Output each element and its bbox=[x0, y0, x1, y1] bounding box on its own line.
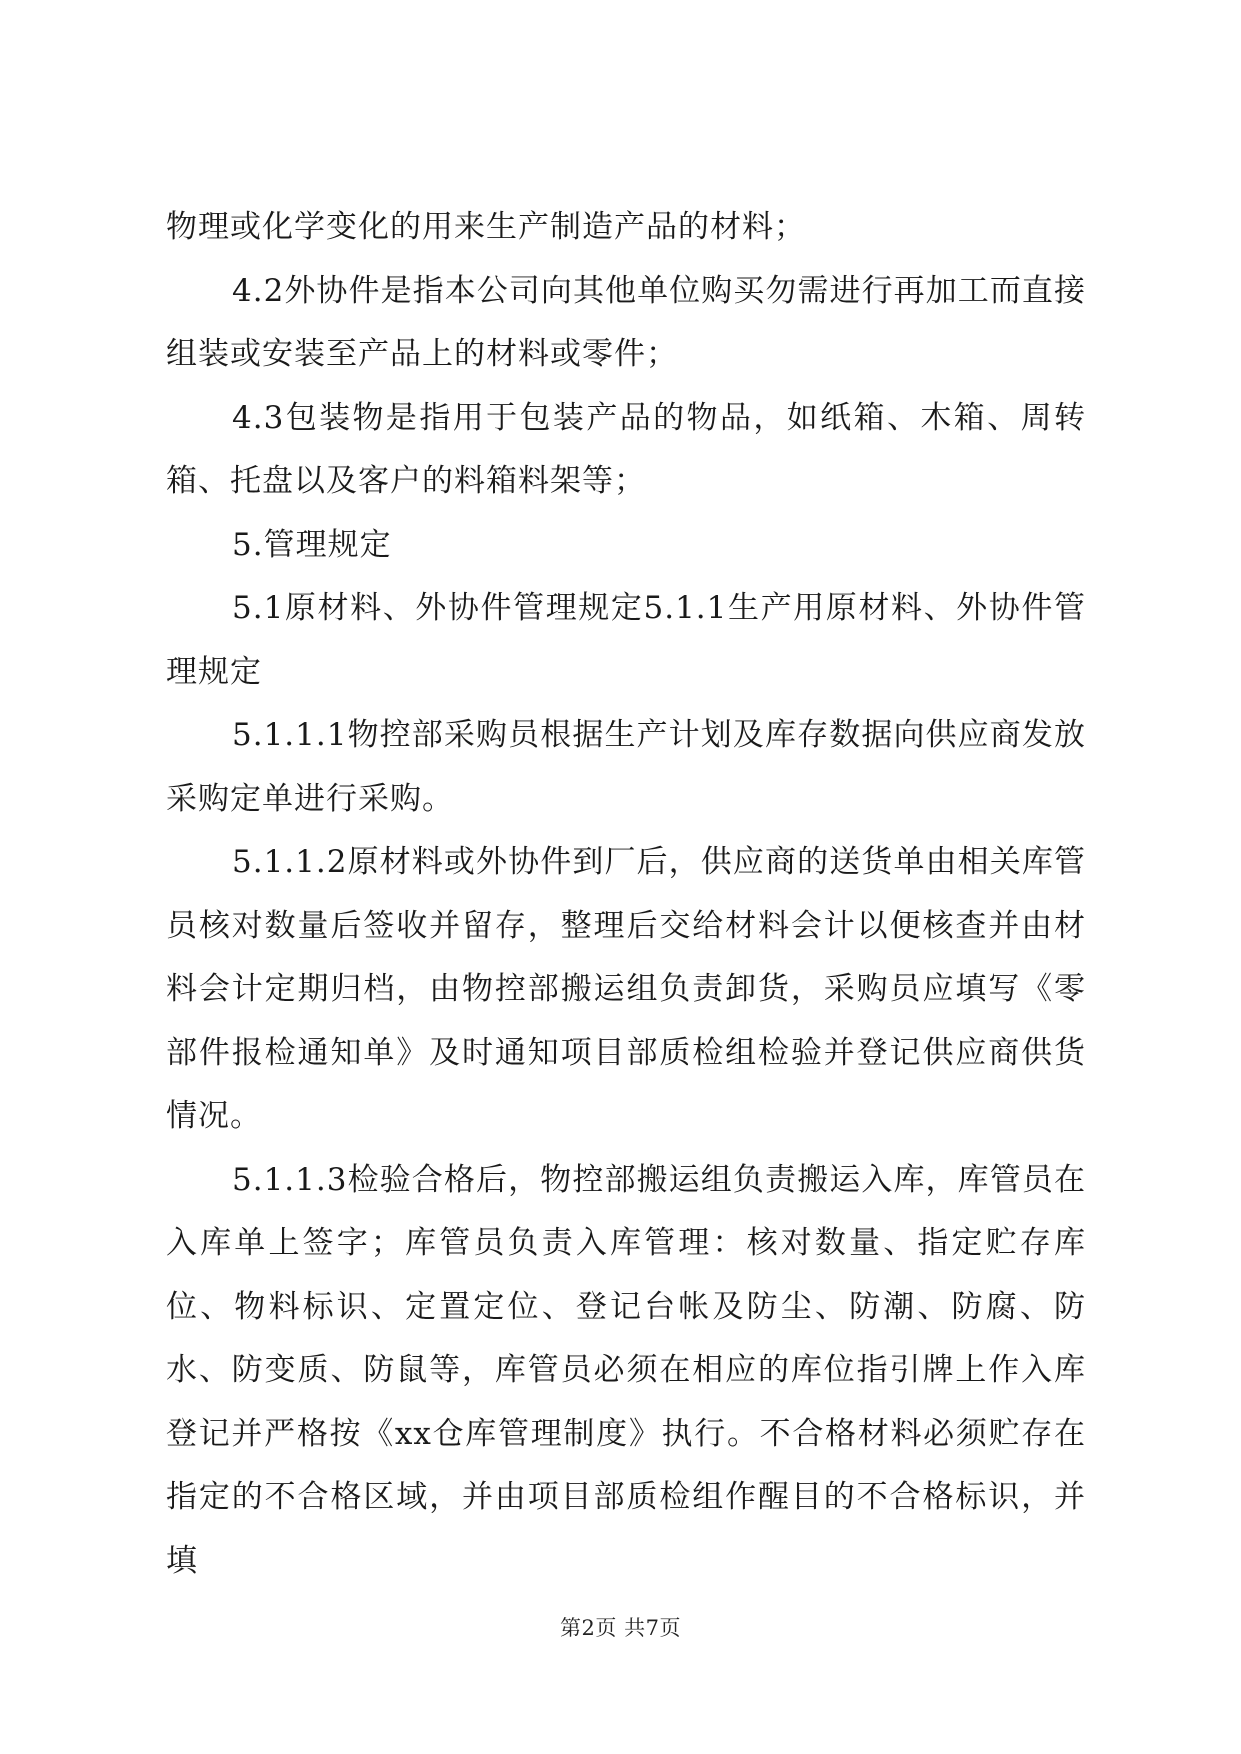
paragraph-4-2: 4.2外协件是指本公司向其他单位购买勿需进行再加工而直接组装或安装至产品上的材料或零件； bbox=[166, 272, 1086, 372]
paragraph-5-1-1-1: 5.1.1.1物控部采购员根据生产计划及库存数据向供应商发放采购定单进行采购。 bbox=[166, 717, 1086, 817]
section-heading-5: 5.管理规定 bbox=[232, 526, 392, 563]
paragraph-5-1-1-2: 5.1.1.2原材料或外协件到厂后，供应商的送货单由相关库管员核对数量后签收并留存，整理后交给材料会计以便核查并由材料会计定期归档，由物控部搬运组负责卸货，采购员应填写《零部件报检通知单》及时通知项目部质检组检验并登记供应商供货情况。 bbox=[166, 844, 1086, 1134]
document-body bbox=[166, 196, 1086, 1593]
page-footer: 第2页 共7页 bbox=[560, 1616, 681, 1640]
paragraph-5-1-1-3: 5.1.1.3检验合格后，物控部搬运组负责搬运入库，库管员在入库单上签字；库管员负责入库管理：核对数量、指定贮存库位、物料标识、定置定位、登记台帐及防尘、防潮、防腐、防水、防变质、防鼠等，库管员必须在相应的库位指引牌上作入库登记并严格按《xx仓库管理制度》执行。不合格材料必须贮存在指定的不合格区域，并由项目部质检组作醒目的不合格标识，并填 bbox=[166, 1161, 1086, 1579]
paragraph-4-3: 4.3包装物是指用于包装产品的物品，如纸箱、木箱、周转箱、托盘以及客户的料箱料架等； bbox=[166, 399, 1086, 499]
paragraph-continuation: 物理或化学变化的用来生产制造产品的材料； bbox=[166, 209, 806, 245]
paragraph-5-1: 5.1原材料、外协件管理规定5.1.1生产用原材料、外协件管理规定 bbox=[166, 590, 1086, 690]
